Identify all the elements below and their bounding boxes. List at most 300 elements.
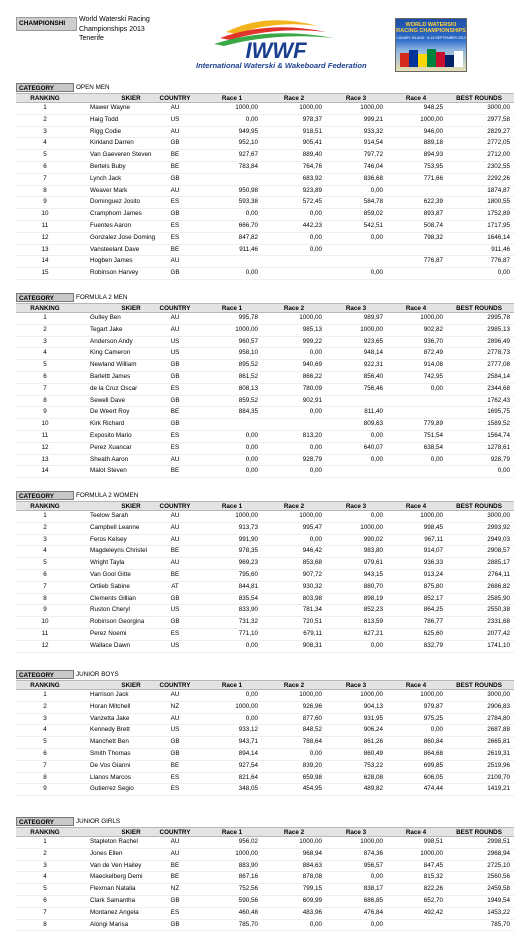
race4-cell: 902,82 bbox=[423, 325, 443, 333]
race4-cell: 798,32 bbox=[423, 233, 443, 241]
best-rounds-cell: 1717,95 bbox=[487, 221, 510, 229]
race3-cell: 859,02 bbox=[363, 210, 383, 218]
country-cell: ES bbox=[170, 908, 180, 916]
country-cell: BE bbox=[170, 467, 180, 475]
race2-cell: 483,96 bbox=[302, 908, 322, 916]
table-row bbox=[16, 725, 514, 737]
race4-cell: 622,39 bbox=[423, 198, 443, 206]
country-cell: BE bbox=[170, 408, 180, 416]
skier-cell: Bertels Buby bbox=[90, 162, 126, 170]
best-rounds-cell: 3000,00 bbox=[487, 104, 510, 111]
rank-cell: 1 bbox=[43, 691, 47, 698]
country-cell: ES bbox=[170, 221, 180, 229]
column-header-race4: Race 4 bbox=[405, 503, 427, 510]
column-header-ranking: RANKING bbox=[30, 95, 60, 102]
race3-cell: 1000,00 bbox=[360, 325, 383, 333]
skier-cell: Ortlieb Sabine bbox=[90, 582, 130, 590]
country-cell: GB bbox=[170, 269, 180, 277]
rank-cell: 11 bbox=[41, 629, 49, 637]
country-cell: AU bbox=[170, 127, 180, 135]
best-rounds-cell: 3000,00 bbox=[487, 512, 510, 519]
column-header-best: BEST ROUNDS bbox=[456, 682, 502, 689]
race2-cell: 572,45 bbox=[302, 198, 322, 206]
rank-cell: 4 bbox=[43, 873, 47, 881]
race1-cell: 950,98 bbox=[238, 186, 258, 194]
race4-cell: 975,25 bbox=[423, 714, 443, 722]
race3-cell: 943,15 bbox=[363, 570, 383, 578]
race3-cell: 0,00 bbox=[370, 269, 383, 277]
best-rounds-cell: 2885,17 bbox=[487, 559, 510, 567]
race1-cell: 590,56 bbox=[238, 896, 258, 904]
table-row bbox=[16, 174, 514, 186]
best-rounds-cell: 2949,03 bbox=[487, 535, 510, 543]
race1-cell: 0,00 bbox=[245, 115, 258, 123]
rank-cell: 15 bbox=[41, 269, 49, 277]
table-row bbox=[16, 784, 514, 796]
country-cell: GB bbox=[170, 372, 180, 380]
race4-cell: 864,68 bbox=[423, 749, 443, 757]
column-header-country: COUNTRY bbox=[159, 305, 191, 312]
race3-cell: 906,24 bbox=[363, 726, 383, 734]
skier-cell: Van de Ven Hailey bbox=[90, 861, 142, 869]
race2-cell: 907,72 bbox=[302, 570, 322, 578]
rank-cell: 2 bbox=[43, 702, 47, 710]
race3-cell: 861,26 bbox=[363, 738, 383, 746]
rank-cell: 14 bbox=[41, 257, 49, 265]
table-row bbox=[16, 523, 514, 535]
column-header-race4: Race 4 bbox=[405, 682, 427, 689]
rank-cell: 3 bbox=[43, 861, 47, 869]
race1-cell: 835,54 bbox=[238, 594, 258, 602]
table-row bbox=[16, 245, 514, 257]
race4-cell: 872,49 bbox=[423, 349, 443, 357]
best-rounds-cell: 2459,58 bbox=[487, 885, 510, 893]
race4-cell: 508,74 bbox=[423, 221, 443, 229]
table-row bbox=[16, 337, 514, 349]
race1-cell: 593,38 bbox=[238, 198, 258, 206]
race2-cell: 0,00 bbox=[309, 408, 322, 416]
race4-cell: 1000,00 bbox=[420, 849, 443, 857]
skier-cell: Manchett Ben bbox=[90, 738, 129, 746]
race4-cell: 0,00 bbox=[430, 726, 443, 734]
country-cell: AU bbox=[170, 512, 180, 519]
race1-cell: 0,00 bbox=[245, 691, 258, 698]
title-line: World Waterski Racing bbox=[79, 16, 150, 23]
rank-cell: 11 bbox=[41, 221, 49, 229]
race3-cell: 1000,00 bbox=[360, 104, 383, 111]
race3-cell: 0,00 bbox=[370, 233, 383, 241]
best-rounds-cell: 2908,57 bbox=[487, 547, 510, 555]
table-row bbox=[16, 419, 514, 431]
rank-cell: 3 bbox=[43, 535, 47, 543]
race2-cell: 679,11 bbox=[303, 629, 322, 637]
category-row bbox=[16, 670, 514, 680]
race1-cell: 949,95 bbox=[238, 127, 258, 135]
country-cell: AU bbox=[170, 849, 180, 857]
country-cell: AU bbox=[170, 559, 180, 567]
race3-cell: 990,02 bbox=[363, 535, 383, 543]
race2-cell: 908,31 bbox=[302, 641, 322, 649]
column-header-skier: SKIER bbox=[121, 682, 141, 689]
race4-cell: 998,51 bbox=[423, 838, 443, 845]
rank-cell: 7 bbox=[43, 582, 47, 590]
table-row bbox=[16, 384, 514, 396]
skier-cell: Smith Thomas bbox=[90, 749, 131, 757]
race3-cell: 489,82 bbox=[363, 785, 383, 793]
skier-cell: Magdeleyns Christel bbox=[90, 547, 148, 555]
race2-cell: 930,32 bbox=[302, 582, 322, 590]
country-cell: ES bbox=[170, 233, 180, 241]
race2-cell: 902,91 bbox=[302, 396, 322, 404]
race4-cell: 822,26 bbox=[423, 885, 443, 893]
race2-cell: 928,79 bbox=[302, 455, 322, 463]
race3-cell: 0,00 bbox=[370, 920, 383, 928]
rank-cell: 6 bbox=[43, 372, 47, 380]
skier-cell: Maeckelberg Demi bbox=[90, 873, 143, 881]
race4-cell: 699,85 bbox=[423, 761, 443, 769]
column-header-race2: Race 2 bbox=[283, 305, 305, 312]
rank-cell: 10 bbox=[41, 210, 49, 218]
race4-cell: 815,32 bbox=[423, 873, 443, 881]
skier-cell: Vanzetta Jake bbox=[90, 714, 130, 722]
column-header-country: COUNTRY bbox=[159, 682, 191, 689]
country-cell: AU bbox=[170, 257, 180, 265]
column-header-skier: SKIER bbox=[121, 829, 141, 836]
race3-cell: 811,40 bbox=[364, 408, 383, 416]
best-rounds-cell: 1741,10 bbox=[487, 641, 510, 649]
skier-cell: Hogben James bbox=[90, 257, 133, 265]
column-header-best: BEST ROUNDS bbox=[456, 305, 502, 312]
race3-cell: 797,72 bbox=[363, 151, 383, 159]
country-cell: NZ bbox=[170, 885, 180, 893]
race4-cell: 1000,00 bbox=[420, 115, 443, 123]
best-rounds-cell: 776,87 bbox=[490, 257, 510, 265]
skier-cell: Gonzalez Jose Doming bbox=[90, 233, 156, 241]
table-row bbox=[16, 861, 514, 873]
race2-cell: 0,00 bbox=[309, 443, 322, 451]
country-cell: AU bbox=[170, 186, 180, 194]
category-section bbox=[16, 817, 514, 931]
skier-cell: Harrison Jack bbox=[90, 691, 129, 698]
country-cell: ES bbox=[170, 198, 180, 206]
rank-cell: 1 bbox=[43, 512, 47, 519]
best-rounds-cell: 2829,27 bbox=[487, 127, 510, 135]
race4-cell: 779,89 bbox=[423, 420, 443, 428]
table-row bbox=[16, 103, 514, 115]
skier-cell: Jones Ellen bbox=[90, 849, 123, 857]
race1-cell: 861,52 bbox=[238, 372, 258, 380]
race2-cell: 0,00 bbox=[309, 920, 322, 928]
race2-cell: 866,22 bbox=[302, 372, 322, 380]
skier-cell: Teelow Sarah bbox=[90, 512, 129, 519]
race3-cell: 838,17 bbox=[363, 885, 383, 893]
race3-cell: 852,23 bbox=[363, 606, 383, 614]
best-rounds-cell: 1278,61 bbox=[487, 443, 510, 451]
poster-subtitle: CANARY ISLAND · 8-15 SEPTEMBER 2013 bbox=[396, 36, 466, 40]
race2-cell: 1000,00 bbox=[299, 691, 322, 698]
country-cell: US bbox=[170, 641, 180, 649]
column-header-race4: Race 4 bbox=[405, 829, 427, 836]
table-row bbox=[16, 466, 514, 478]
race2-cell: 839,20 bbox=[302, 761, 322, 769]
race1-cell: 884,35 bbox=[238, 408, 258, 416]
table-header bbox=[16, 501, 514, 511]
best-rounds-cell: 1762,43 bbox=[487, 396, 510, 404]
column-header-best: BEST ROUNDS bbox=[456, 95, 502, 102]
race4-cell: 948,25 bbox=[423, 104, 443, 111]
logo-subtitle: International Waterski & Wakeboard Federation bbox=[196, 61, 367, 70]
skier-cell: Fuentes Aaron bbox=[90, 221, 131, 229]
column-header-ranking: RANKING bbox=[30, 829, 60, 836]
race1-cell: 348,05 bbox=[238, 785, 258, 793]
rank-cell: 8 bbox=[43, 773, 47, 781]
best-rounds-cell: 2906,83 bbox=[487, 702, 510, 710]
race1-cell: 911,46 bbox=[239, 245, 258, 253]
column-header-race2: Race 2 bbox=[283, 829, 305, 836]
rank-cell: 8 bbox=[43, 594, 47, 602]
country-cell: GB bbox=[170, 749, 180, 757]
title-line: Championships 2013 bbox=[79, 25, 145, 33]
category-section bbox=[16, 83, 514, 280]
race2-cell: 985,13 bbox=[302, 325, 322, 333]
race3-cell: 1000,00 bbox=[360, 523, 383, 531]
column-header-race4: Race 4 bbox=[405, 95, 427, 102]
race2-cell: 926,96 bbox=[302, 702, 322, 710]
race1-cell: 0,00 bbox=[245, 714, 258, 722]
race1-cell: 0,00 bbox=[245, 210, 258, 218]
best-rounds-cell: 2784,80 bbox=[487, 714, 510, 722]
table-row bbox=[16, 594, 514, 606]
race2-cell: 1000,00 bbox=[299, 314, 322, 321]
race1-cell: 1000,00 bbox=[235, 325, 258, 333]
table-row bbox=[16, 455, 514, 467]
race1-cell: 927,54 bbox=[238, 761, 258, 769]
category-name: JUNIOR GIRLS bbox=[76, 818, 121, 825]
table-row bbox=[16, 737, 514, 749]
skier-cell: Dominguez Josito bbox=[90, 198, 141, 206]
country-cell: AU bbox=[170, 455, 180, 463]
best-rounds-cell: 2712,00 bbox=[487, 151, 510, 159]
table-row bbox=[16, 872, 514, 884]
race2-cell: 788,64 bbox=[302, 738, 322, 746]
rank-cell: 6 bbox=[43, 570, 47, 578]
table-row bbox=[16, 407, 514, 419]
country-cell: AU bbox=[170, 714, 180, 722]
race1-cell: 0,00 bbox=[245, 467, 258, 475]
country-cell: BE bbox=[170, 245, 180, 253]
table-row bbox=[16, 535, 514, 547]
race4-cell: 771,66 bbox=[423, 174, 443, 182]
race4-cell: 860,84 bbox=[423, 738, 443, 746]
skier-cell: Horan Mitchell bbox=[90, 702, 131, 710]
table-header bbox=[16, 93, 514, 103]
best-rounds-cell: 928,79 bbox=[490, 455, 510, 463]
race4-cell: 889,18 bbox=[423, 139, 443, 147]
rank-cell: 1 bbox=[43, 104, 47, 111]
race3-cell: 753,22 bbox=[363, 761, 383, 769]
race2-cell: 764,76 bbox=[302, 162, 322, 170]
rank-cell: 7 bbox=[43, 908, 47, 916]
race4-cell: 967,11 bbox=[424, 535, 443, 543]
skier-cell: Robinson Georgina bbox=[90, 618, 145, 626]
skier-cell: Wright Tayla bbox=[90, 559, 125, 567]
best-rounds-cell: 2331,68 bbox=[487, 618, 510, 626]
race4-cell: 1000,00 bbox=[420, 512, 443, 519]
best-rounds-cell: 2896,49 bbox=[487, 337, 510, 345]
race2-cell: 995,47 bbox=[302, 523, 322, 531]
race1-cell: 952,10 bbox=[238, 139, 258, 147]
country-cell: NZ bbox=[170, 702, 180, 710]
skier-cell: Sewell Dave bbox=[90, 396, 125, 404]
skier-cell: Flexman Natalia bbox=[90, 885, 136, 893]
column-header-ranking: RANKING bbox=[30, 503, 60, 510]
race4-cell: 492,42 bbox=[423, 908, 443, 916]
race1-cell: 859,52 bbox=[238, 396, 258, 404]
category-section bbox=[16, 293, 514, 478]
country-cell: ES bbox=[170, 384, 180, 392]
best-rounds-cell: 2344,68 bbox=[487, 384, 510, 392]
skier-cell: Perez Noemi bbox=[90, 629, 127, 637]
best-rounds-cell: 2686,82 bbox=[487, 582, 510, 590]
skier-cell: Barlettt James bbox=[90, 372, 131, 380]
skier-cell: Tegart Jake bbox=[90, 325, 123, 333]
rank-cell: 9 bbox=[43, 198, 47, 206]
race3-cell: 0,00 bbox=[370, 641, 383, 649]
iwwf-logo-graphic bbox=[196, 18, 356, 60]
rank-cell: 5 bbox=[43, 885, 47, 893]
category-name: FORMULA 2 MEN bbox=[76, 294, 128, 301]
race1-cell: 0,00 bbox=[245, 455, 258, 463]
race2-cell: 918,51 bbox=[302, 127, 322, 135]
race2-cell: 1000,00 bbox=[299, 512, 322, 519]
race2-cell: 683,92 bbox=[302, 174, 322, 182]
race2-cell: 884,63 bbox=[302, 861, 322, 869]
best-rounds-cell: 1752,89 bbox=[487, 210, 510, 218]
rank-cell: 7 bbox=[43, 174, 47, 182]
category-row bbox=[16, 817, 514, 827]
best-rounds-cell: 1419,21 bbox=[487, 785, 510, 793]
rank-cell: 4 bbox=[43, 139, 47, 147]
country-cell: BE bbox=[170, 547, 180, 555]
race1-cell: 1000,00 bbox=[235, 512, 258, 519]
rank-cell: 9 bbox=[43, 606, 47, 614]
rank-cell: 2 bbox=[43, 849, 47, 857]
race3-cell: 836,68 bbox=[363, 174, 383, 182]
race2-cell: 0,00 bbox=[309, 210, 322, 218]
race3-cell: 931,95 bbox=[363, 714, 383, 722]
country-cell: AU bbox=[170, 325, 180, 333]
best-rounds-cell: 1646,14 bbox=[487, 233, 510, 241]
column-header-race2: Race 2 bbox=[283, 95, 305, 102]
championship-label: CHAMPIONSHI bbox=[16, 17, 77, 31]
table-header bbox=[16, 303, 514, 313]
race2-cell: 853,68 bbox=[302, 559, 322, 567]
rank-cell: 12 bbox=[41, 443, 49, 451]
column-header-race3: Race 3 bbox=[345, 95, 367, 102]
race3-cell: 914,54 bbox=[363, 139, 383, 147]
race1-cell: 894,14 bbox=[238, 749, 258, 757]
table-row bbox=[16, 761, 514, 773]
country-cell: AU bbox=[170, 523, 180, 531]
best-rounds-cell: 2968,94 bbox=[487, 849, 510, 857]
country-cell: US bbox=[170, 349, 180, 357]
race2-cell: 0,00 bbox=[309, 349, 322, 357]
best-rounds-cell: 2725,10 bbox=[487, 861, 510, 869]
race2-cell: 1000,00 bbox=[299, 838, 322, 845]
race2-cell: 877,60 bbox=[302, 714, 322, 722]
race4-cell: 864,25 bbox=[423, 606, 443, 614]
race1-cell: 991,90 bbox=[238, 535, 258, 543]
race4-cell: 893,87 bbox=[423, 210, 443, 218]
race3-cell: 686,85 bbox=[363, 896, 383, 904]
race1-cell: 956,02 bbox=[238, 838, 258, 845]
rank-cell: 2 bbox=[43, 523, 47, 531]
skier-cell: Malot Steven bbox=[90, 467, 127, 475]
rank-cell: 2 bbox=[43, 325, 47, 333]
race2-cell: 609,99 bbox=[302, 896, 322, 904]
country-cell: BE bbox=[170, 761, 180, 769]
skier-cell: Vansteelant Dave bbox=[90, 245, 140, 253]
table-row bbox=[16, 256, 514, 268]
race3-cell: 0,00 bbox=[370, 186, 383, 194]
skier-cell: Cramphorn James bbox=[90, 210, 142, 218]
category-section bbox=[16, 491, 514, 653]
country-cell: AU bbox=[170, 104, 180, 111]
race4-cell: 0,00 bbox=[430, 455, 443, 463]
race1-cell: 460,48 bbox=[238, 908, 258, 916]
country-cell: GB bbox=[170, 420, 180, 428]
rank-cell: 12 bbox=[41, 233, 49, 241]
best-rounds-cell: 2995,78 bbox=[487, 314, 510, 321]
skier-cell: King Cameron bbox=[90, 349, 131, 357]
rank-cell: 8 bbox=[43, 186, 47, 194]
race4-cell: 742,95 bbox=[423, 372, 443, 380]
race4-cell: 474,44 bbox=[423, 785, 443, 793]
best-rounds-cell: 1874,87 bbox=[487, 186, 510, 194]
race2-cell: 799,15 bbox=[302, 885, 322, 893]
race4-cell: 847,45 bbox=[423, 861, 443, 869]
column-header-best: BEST ROUNDS bbox=[456, 503, 502, 510]
column-header-race3: Race 3 bbox=[345, 829, 367, 836]
table-row bbox=[16, 325, 514, 337]
race3-cell: 756,46 bbox=[363, 384, 383, 392]
country-cell: US bbox=[170, 606, 180, 614]
country-cell: ES bbox=[170, 629, 180, 637]
race2-cell: 454,95 bbox=[302, 785, 322, 793]
race3-cell: 856,40 bbox=[363, 372, 383, 380]
rank-cell: 10 bbox=[41, 420, 49, 428]
skier-cell: de la Cruz Oscar bbox=[90, 384, 138, 392]
skier-cell: Feros Kelsey bbox=[90, 535, 127, 543]
race3-cell: 989,97 bbox=[363, 314, 383, 321]
skier-cell: Ruston Cheryl bbox=[90, 606, 130, 614]
race4-cell: 914,08 bbox=[423, 361, 443, 369]
country-cell: GB bbox=[170, 361, 180, 369]
country-cell: GB bbox=[170, 594, 180, 602]
table-row bbox=[16, 884, 514, 896]
country-cell: US bbox=[170, 726, 180, 734]
race3-cell: 956,57 bbox=[363, 861, 383, 869]
column-header-race1: Race 1 bbox=[221, 503, 243, 510]
flags-graphic bbox=[400, 47, 462, 67]
best-rounds-cell: 3000,00 bbox=[487, 691, 510, 698]
best-rounds-cell: 1589,52 bbox=[487, 420, 510, 428]
table-row bbox=[16, 150, 514, 162]
rank-cell: 1 bbox=[43, 314, 47, 321]
skier-cell: Clements Gillian bbox=[90, 594, 136, 602]
category-label: CATEGORY bbox=[16, 670, 74, 679]
country-cell: BE bbox=[170, 162, 180, 170]
